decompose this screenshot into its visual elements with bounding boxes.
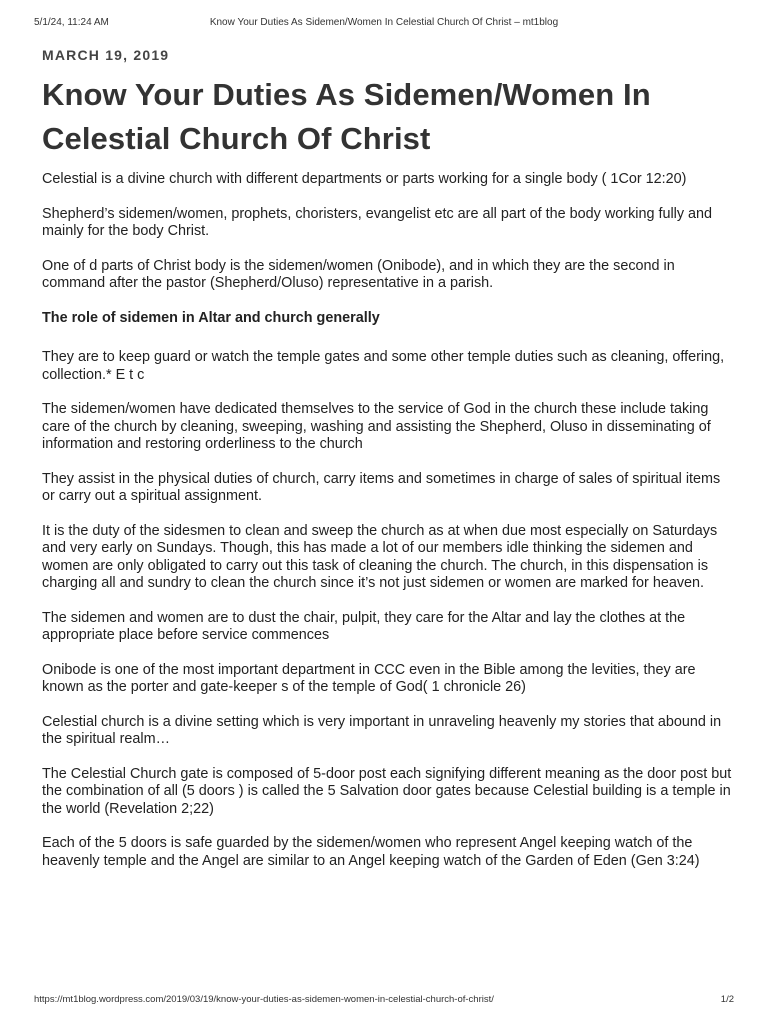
article-paragraph: They are to keep guard or watch the temple gates and some other temple duties such as cleaning, offering, collection.* E t c: [42, 349, 725, 383]
article-paragraph: The Celestial Church gate is composed of 5-door post each signifying different meaning as the door post but the combination of all (5 doors ) is called the 5 Salvation door gates because Celestial building is a temple in the world (Revelation 2;22): [42, 765, 732, 817]
article-paragraph: It is the duty of the sidesmen to clean and sweep the church as at when due most especially on Saturdays and very early on Sundays. Though, this has made a lot of our members idle thinking the sidemen and women are only obligated to carry out this task of cleaning the church. The church, in this dispensation is charging all and sundry to clean the church since it’s not just sidemen or women are marked for heaven.: [42, 522, 718, 591]
print-header: [34, 17, 734, 31]
article-paragraph: They assist in the physical duties of church, carry items and sometimes in charge of sales of spiritual items or carry out a spiritual assignment.: [42, 470, 721, 504]
page-url-link[interactable]: https://mt1blog.wordpress.com/2019/03/19/know-your-duties-as-sidemen-women-in-celestial-church-of-christ/: [34, 994, 494, 1005]
section-heading: The role of sidemen in Altar and church generally: [42, 309, 380, 326]
article-paragraph: Onibode is one of the most important department in CCC even in the Bible among the levities, they are known as the porter and gate-keeper s of the temple of God( 1 chronicle 26): [42, 661, 696, 695]
article-paragraph: The sidemen/women have dedicated themselves to the service of God in the church these include taking care of the church by cleaning, sweeping, washing and assisting the Shepherd, Oluso in disseminating of information and restoring orderliness to the church: [42, 401, 711, 452]
post-date: MARCH 19, 2019: [42, 47, 170, 63]
article-paragraph: Celestial is a divine church with different departments or parts working for a single body ( 1Cor 12:20): [42, 171, 687, 187]
print-timestamp: 5/1/24, 11:24 AM: [34, 17, 109, 28]
article: [42, 46, 732, 887]
article-title: Know Your Duties As Sidemen/Women In Celestial Church Of Christ: [42, 77, 651, 156]
print-page-title: Know Your Duties As Sidemen/Women In Celestial Church Of Christ – mt1blog: [209, 17, 559, 28]
print-footer: [34, 994, 734, 1008]
article-paragraph: One of d parts of Christ body is the sidemen/women (Onibode), and in which they are the second in command after the pastor (Shepherd/Oluso) representative in a parish.: [42, 257, 675, 291]
article-paragraph: Each of the 5 doors is safe guarded by the sidemen/women who represent Angel keeping watch of the heavenly temple and the Angel are similar to an Angel keeping watch of the Garden of Eden (Gen 3:24): [42, 835, 700, 869]
page-number: 1/2: [720, 994, 734, 1005]
article-paragraph: The sidemen and women are to dust the chair, pulpit, they care for the Altar and lay the clothes at the appropriate place before service commences: [42, 609, 686, 643]
article-paragraph: Shepherd’s sidemen/women, prophets, choristers, evangelist etc are all part of the body working fully and mainly for the body Christ.: [42, 205, 713, 239]
article-paragraph: Celestial church is a divine setting which is very important in unraveling heavenly my stories that abound in the spiritual realm…: [42, 713, 722, 747]
